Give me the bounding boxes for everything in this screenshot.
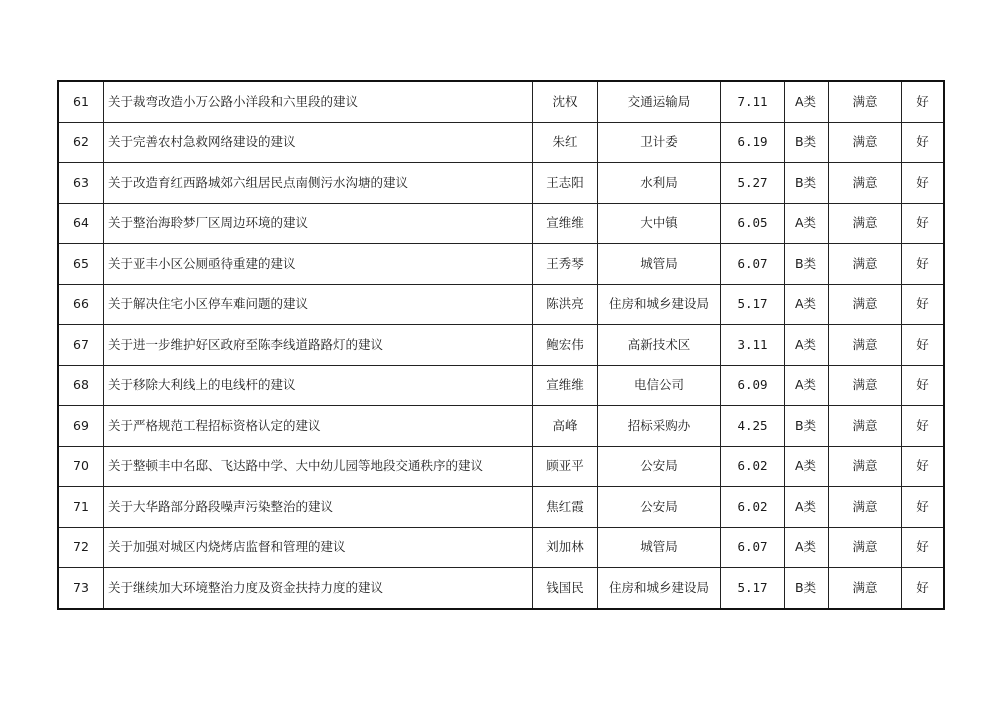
satisfaction-result: 满意 xyxy=(829,122,902,163)
row-number: 70 xyxy=(58,446,104,487)
row-number: 68 xyxy=(58,365,104,406)
handling-department: 公安局 xyxy=(598,446,721,487)
proposer-name: 沈权 xyxy=(533,81,598,122)
evaluation-result: 好 xyxy=(902,244,945,285)
table-row xyxy=(58,365,944,406)
handling-date: 6.05 xyxy=(721,203,785,244)
satisfaction-result: 满意 xyxy=(829,365,902,406)
satisfaction-result: 满意 xyxy=(829,325,902,366)
table-row xyxy=(58,284,944,325)
row-number: 73 xyxy=(58,568,104,609)
row-number: 69 xyxy=(58,406,104,447)
handling-date: 5.27 xyxy=(721,163,785,204)
proposal-title: 关于进一步维护好区政府至陈李线道路路灯的建议 xyxy=(104,325,533,366)
handling-date: 5.17 xyxy=(721,568,785,609)
table-row xyxy=(58,446,944,487)
proposal-title: 关于裁弯改造小万公路小洋段和六里段的建议 xyxy=(104,81,533,122)
proposal-title: 关于亚丰小区公厕亟待重建的建议 xyxy=(104,244,533,285)
proposal-category: B类 xyxy=(785,406,829,447)
table-row xyxy=(58,568,944,609)
proposer-name: 钱国民 xyxy=(533,568,598,609)
evaluation-result: 好 xyxy=(902,325,945,366)
satisfaction-result: 满意 xyxy=(829,446,902,487)
satisfaction-result: 满意 xyxy=(829,203,902,244)
evaluation-result: 好 xyxy=(902,203,945,244)
proposer-name: 陈洪亮 xyxy=(533,284,598,325)
handling-department: 住房和城乡建设局 xyxy=(598,568,721,609)
proposal-title: 关于改造育红西路城郊六组居民点南侧污水沟塘的建议 xyxy=(104,163,533,204)
evaluation-result: 好 xyxy=(902,284,945,325)
proposal-category: A类 xyxy=(785,203,829,244)
evaluation-result: 好 xyxy=(902,406,945,447)
handling-date: 6.19 xyxy=(721,122,785,163)
evaluation-result: 好 xyxy=(902,487,945,528)
evaluation-result: 好 xyxy=(902,446,945,487)
table-row xyxy=(58,406,944,447)
handling-department: 大中镇 xyxy=(598,203,721,244)
satisfaction-result: 满意 xyxy=(829,163,902,204)
row-number: 66 xyxy=(58,284,104,325)
proposal-category: A类 xyxy=(785,284,829,325)
handling-date: 6.02 xyxy=(721,446,785,487)
proposer-name: 宣维维 xyxy=(533,203,598,244)
satisfaction-result: 满意 xyxy=(829,527,902,568)
table-row xyxy=(58,163,944,204)
proposal-category: A类 xyxy=(785,365,829,406)
handling-department: 城管局 xyxy=(598,244,721,285)
proposal-title: 关于整顿丰中名邸、飞达路中学、大中幼儿园等地段交通秩序的建议 xyxy=(104,446,533,487)
evaluation-result: 好 xyxy=(902,163,945,204)
handling-department: 公安局 xyxy=(598,487,721,528)
proposer-name: 顾亚平 xyxy=(533,446,598,487)
proposal-title: 关于加强对城区内烧烤店监督和管理的建议 xyxy=(104,527,533,568)
satisfaction-result: 满意 xyxy=(829,568,902,609)
row-number: 63 xyxy=(58,163,104,204)
row-number: 62 xyxy=(58,122,104,163)
row-number: 72 xyxy=(58,527,104,568)
row-number: 61 xyxy=(58,81,104,122)
handling-department: 城管局 xyxy=(598,527,721,568)
proposal-category: A类 xyxy=(785,527,829,568)
proposal-table-page xyxy=(57,80,935,610)
proposal-category: B类 xyxy=(785,163,829,204)
handling-department: 住房和城乡建设局 xyxy=(598,284,721,325)
proposer-name: 高峰 xyxy=(533,406,598,447)
proposal-title: 关于严格规范工程招标资格认定的建议 xyxy=(104,406,533,447)
satisfaction-result: 满意 xyxy=(829,81,902,122)
satisfaction-result: 满意 xyxy=(829,487,902,528)
table-row xyxy=(58,203,944,244)
table-row xyxy=(58,244,944,285)
proposer-name: 宣维维 xyxy=(533,365,598,406)
proposal-title: 关于整治海聆梦厂区周边环境的建议 xyxy=(104,203,533,244)
proposer-name: 朱红 xyxy=(533,122,598,163)
proposal-table xyxy=(57,80,945,610)
evaluation-result: 好 xyxy=(902,568,945,609)
proposer-name: 焦红霞 xyxy=(533,487,598,528)
handling-date: 4.25 xyxy=(721,406,785,447)
proposal-category: B类 xyxy=(785,244,829,285)
table-row xyxy=(58,325,944,366)
handling-date: 7.11 xyxy=(721,81,785,122)
handling-date: 6.07 xyxy=(721,244,785,285)
proposal-category: B类 xyxy=(785,568,829,609)
row-number: 67 xyxy=(58,325,104,366)
handling-date: 5.17 xyxy=(721,284,785,325)
handling-department: 交通运输局 xyxy=(598,81,721,122)
handling-department: 水利局 xyxy=(598,163,721,204)
handling-date: 3.11 xyxy=(721,325,785,366)
proposal-table-body xyxy=(58,81,944,609)
proposal-title: 关于解决住宅小区停车难问题的建议 xyxy=(104,284,533,325)
evaluation-result: 好 xyxy=(902,527,945,568)
proposer-name: 王秀琴 xyxy=(533,244,598,285)
proposer-name: 王志阳 xyxy=(533,163,598,204)
satisfaction-result: 满意 xyxy=(829,406,902,447)
row-number: 65 xyxy=(58,244,104,285)
handling-date: 6.09 xyxy=(721,365,785,406)
row-number: 64 xyxy=(58,203,104,244)
satisfaction-result: 满意 xyxy=(829,284,902,325)
table-row xyxy=(58,81,944,122)
handling-department: 招标采购办 xyxy=(598,406,721,447)
proposal-title: 关于继续加大环境整治力度及资金扶持力度的建议 xyxy=(104,568,533,609)
evaluation-result: 好 xyxy=(902,122,945,163)
handling-date: 6.02 xyxy=(721,487,785,528)
proposal-title: 关于大华路部分路段噪声污染整治的建议 xyxy=(104,487,533,528)
proposer-name: 鲍宏伟 xyxy=(533,325,598,366)
handling-department: 高新技术区 xyxy=(598,325,721,366)
handling-department: 电信公司 xyxy=(598,365,721,406)
proposal-category: A类 xyxy=(785,81,829,122)
proposal-title: 关于移除大利线上的电线杆的建议 xyxy=(104,365,533,406)
proposal-category: A类 xyxy=(785,325,829,366)
handling-date: 6.07 xyxy=(721,527,785,568)
handling-department: 卫计委 xyxy=(598,122,721,163)
proposal-category: A类 xyxy=(785,446,829,487)
evaluation-result: 好 xyxy=(902,365,945,406)
satisfaction-result: 满意 xyxy=(829,244,902,285)
table-row xyxy=(58,487,944,528)
proposal-title: 关于完善农村急救网络建设的建议 xyxy=(104,122,533,163)
proposer-name: 刘加林 xyxy=(533,527,598,568)
row-number: 71 xyxy=(58,487,104,528)
evaluation-result: 好 xyxy=(902,81,945,122)
table-row xyxy=(58,122,944,163)
table-row xyxy=(58,527,944,568)
proposal-category: A类 xyxy=(785,487,829,528)
proposal-category: B类 xyxy=(785,122,829,163)
